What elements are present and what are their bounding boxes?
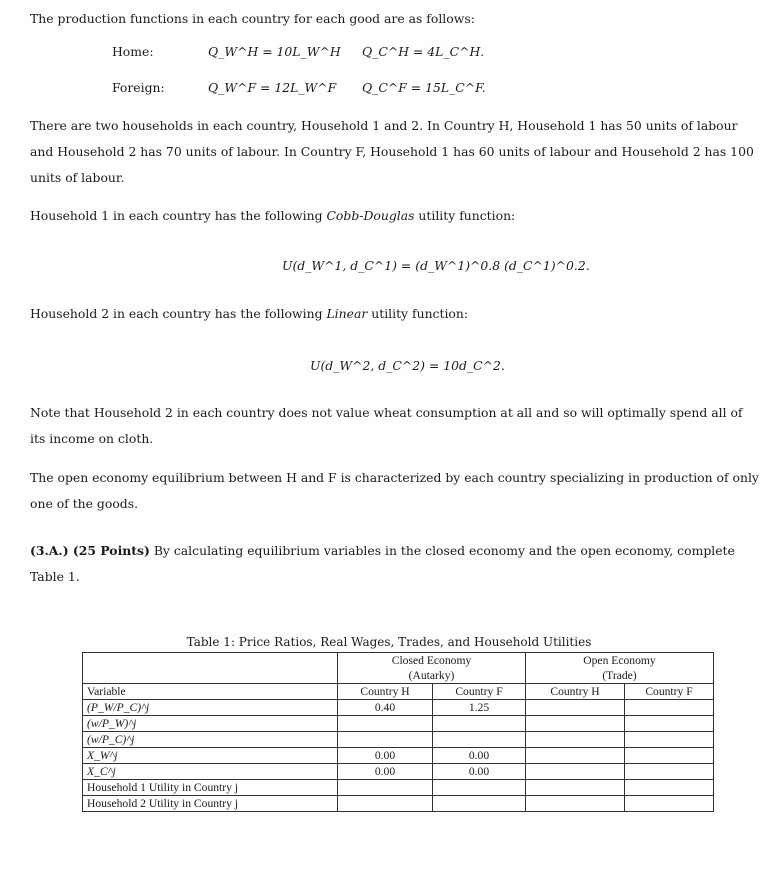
table-row bbox=[83, 796, 714, 812]
closed-economy-header: Closed Economy bbox=[338, 653, 526, 669]
header-empty-cell bbox=[83, 653, 338, 669]
row-label: (w/P_W)^j bbox=[83, 716, 338, 732]
question-paragraph bbox=[30, 538, 760, 590]
households-paragraph: There are two households in each country, Household 1 and 2. In Country H, Household 1 has 50 units of labour and Household 2 has 70 units of labour. In Country F, Household 1 has 60 units of labour and Household 2 has 100 units of labour. bbox=[30, 118, 754, 185]
cell-closed-h: 0.00 bbox=[338, 748, 433, 764]
cell-closed-h: 0.40 bbox=[338, 700, 433, 716]
cell-closed-h bbox=[338, 732, 433, 748]
table-caption: Table 1: Price Ratios, Real Wages, Trades, and Household Utilities bbox=[186, 635, 592, 649]
cell-closed-h bbox=[338, 716, 433, 732]
hh1-utility-name: Cobb-Douglas bbox=[326, 208, 415, 223]
row-label: X_W^j bbox=[83, 748, 338, 764]
cell-closed-f: 0.00 bbox=[433, 748, 526, 764]
closed-country-f-header: Country F bbox=[433, 684, 526, 700]
cell-closed-f: 0.00 bbox=[433, 764, 526, 780]
hh2-utility-equation: U(d_W^2, d_C^2) = 10d_C^2. bbox=[310, 358, 505, 373]
home-wheat-production: Q_W^H = 10L_W^H bbox=[208, 44, 341, 59]
cell-closed-f bbox=[433, 796, 526, 812]
cell-open-h bbox=[526, 796, 625, 812]
cell-open-f bbox=[625, 732, 714, 748]
home-cloth-production: Q_C^H = 4L_C^H. bbox=[362, 44, 485, 59]
foreign-cloth-production: Q_C^F = 15L_C^F. bbox=[362, 80, 486, 95]
household-1-intro bbox=[30, 203, 760, 229]
header-empty-cell-2 bbox=[83, 668, 338, 684]
cell-open-h bbox=[526, 732, 625, 748]
hh2-utility-name: Linear bbox=[326, 306, 368, 321]
row-label: Household 1 Utility in Country j bbox=[83, 780, 338, 796]
open-economy-subheader: (Trade) bbox=[526, 668, 714, 684]
open-economy-paragraph: The open economy equilibrium between H and F is characterized by each country specializing in production of only one of the goods. bbox=[30, 470, 759, 511]
results-table bbox=[82, 652, 714, 812]
closed-economy-subheader: (Autarky) bbox=[338, 668, 526, 684]
cell-open-h bbox=[526, 780, 625, 796]
cell-open-f bbox=[625, 764, 714, 780]
variable-header: Variable bbox=[83, 684, 338, 700]
question-label: (3.A.) (25 Points) bbox=[30, 543, 150, 558]
table-row bbox=[83, 764, 714, 780]
foreign-wheat-production: Q_W^F = 12L_W^F bbox=[208, 80, 337, 95]
cell-closed-h bbox=[338, 780, 433, 796]
cell-open-f bbox=[625, 716, 714, 732]
cell-open-h bbox=[526, 700, 625, 716]
cell-closed-h bbox=[338, 796, 433, 812]
open-country-h-header: Country H bbox=[526, 684, 625, 700]
cell-closed-h: 0.00 bbox=[338, 764, 433, 780]
foreign-label: Foreign: bbox=[112, 80, 165, 95]
cell-open-f bbox=[625, 700, 714, 716]
household-2-intro bbox=[30, 301, 760, 327]
row-label: X_C^j bbox=[83, 764, 338, 780]
table-row bbox=[83, 748, 714, 764]
cell-open-h bbox=[526, 764, 625, 780]
row-label: Household 2 Utility in Country j bbox=[83, 796, 338, 812]
table-row bbox=[83, 700, 714, 716]
open-economy-header: Open Economy bbox=[526, 653, 714, 669]
hh1-intro-text: Household 1 in each country has the following bbox=[30, 208, 323, 223]
table-row bbox=[83, 716, 714, 732]
row-label: (w/P_C)^j bbox=[83, 732, 338, 748]
hh2-utility-suffix: utility function: bbox=[371, 306, 469, 321]
note-paragraph: Note that Household 2 in each country does not value wheat consumption at all and so will optimally spend all of its income on cloth. bbox=[30, 405, 743, 446]
question-text: By calculating equilibrium variables in the closed economy and the open economy, complete Table 1. bbox=[30, 543, 735, 584]
closed-country-h-header: Country H bbox=[338, 684, 433, 700]
cell-closed-f bbox=[433, 780, 526, 796]
cell-open-f bbox=[625, 796, 714, 812]
hh1-utility-suffix: utility function: bbox=[418, 208, 516, 223]
intro-text: The production functions in each country for each good are as follows: bbox=[30, 11, 475, 26]
cell-closed-f bbox=[433, 732, 526, 748]
cell-closed-f: 1.25 bbox=[433, 700, 526, 716]
cell-closed-f bbox=[433, 716, 526, 732]
hh2-intro-text: Household 2 in each country has the following bbox=[30, 306, 323, 321]
cell-open-f bbox=[625, 748, 714, 764]
hh1-utility-equation: U(d_W^1, d_C^1) = (d_W^1)^0.8 (d_C^1)^0.2. bbox=[282, 258, 590, 273]
table-row bbox=[83, 780, 714, 796]
table-row bbox=[83, 732, 714, 748]
cell-open-h bbox=[526, 748, 625, 764]
row-label: (P_W/P_C)^j bbox=[83, 700, 338, 716]
open-country-f-header: Country F bbox=[625, 684, 714, 700]
cell-open-h bbox=[526, 716, 625, 732]
cell-open-f bbox=[625, 780, 714, 796]
home-label: Home: bbox=[112, 44, 154, 59]
